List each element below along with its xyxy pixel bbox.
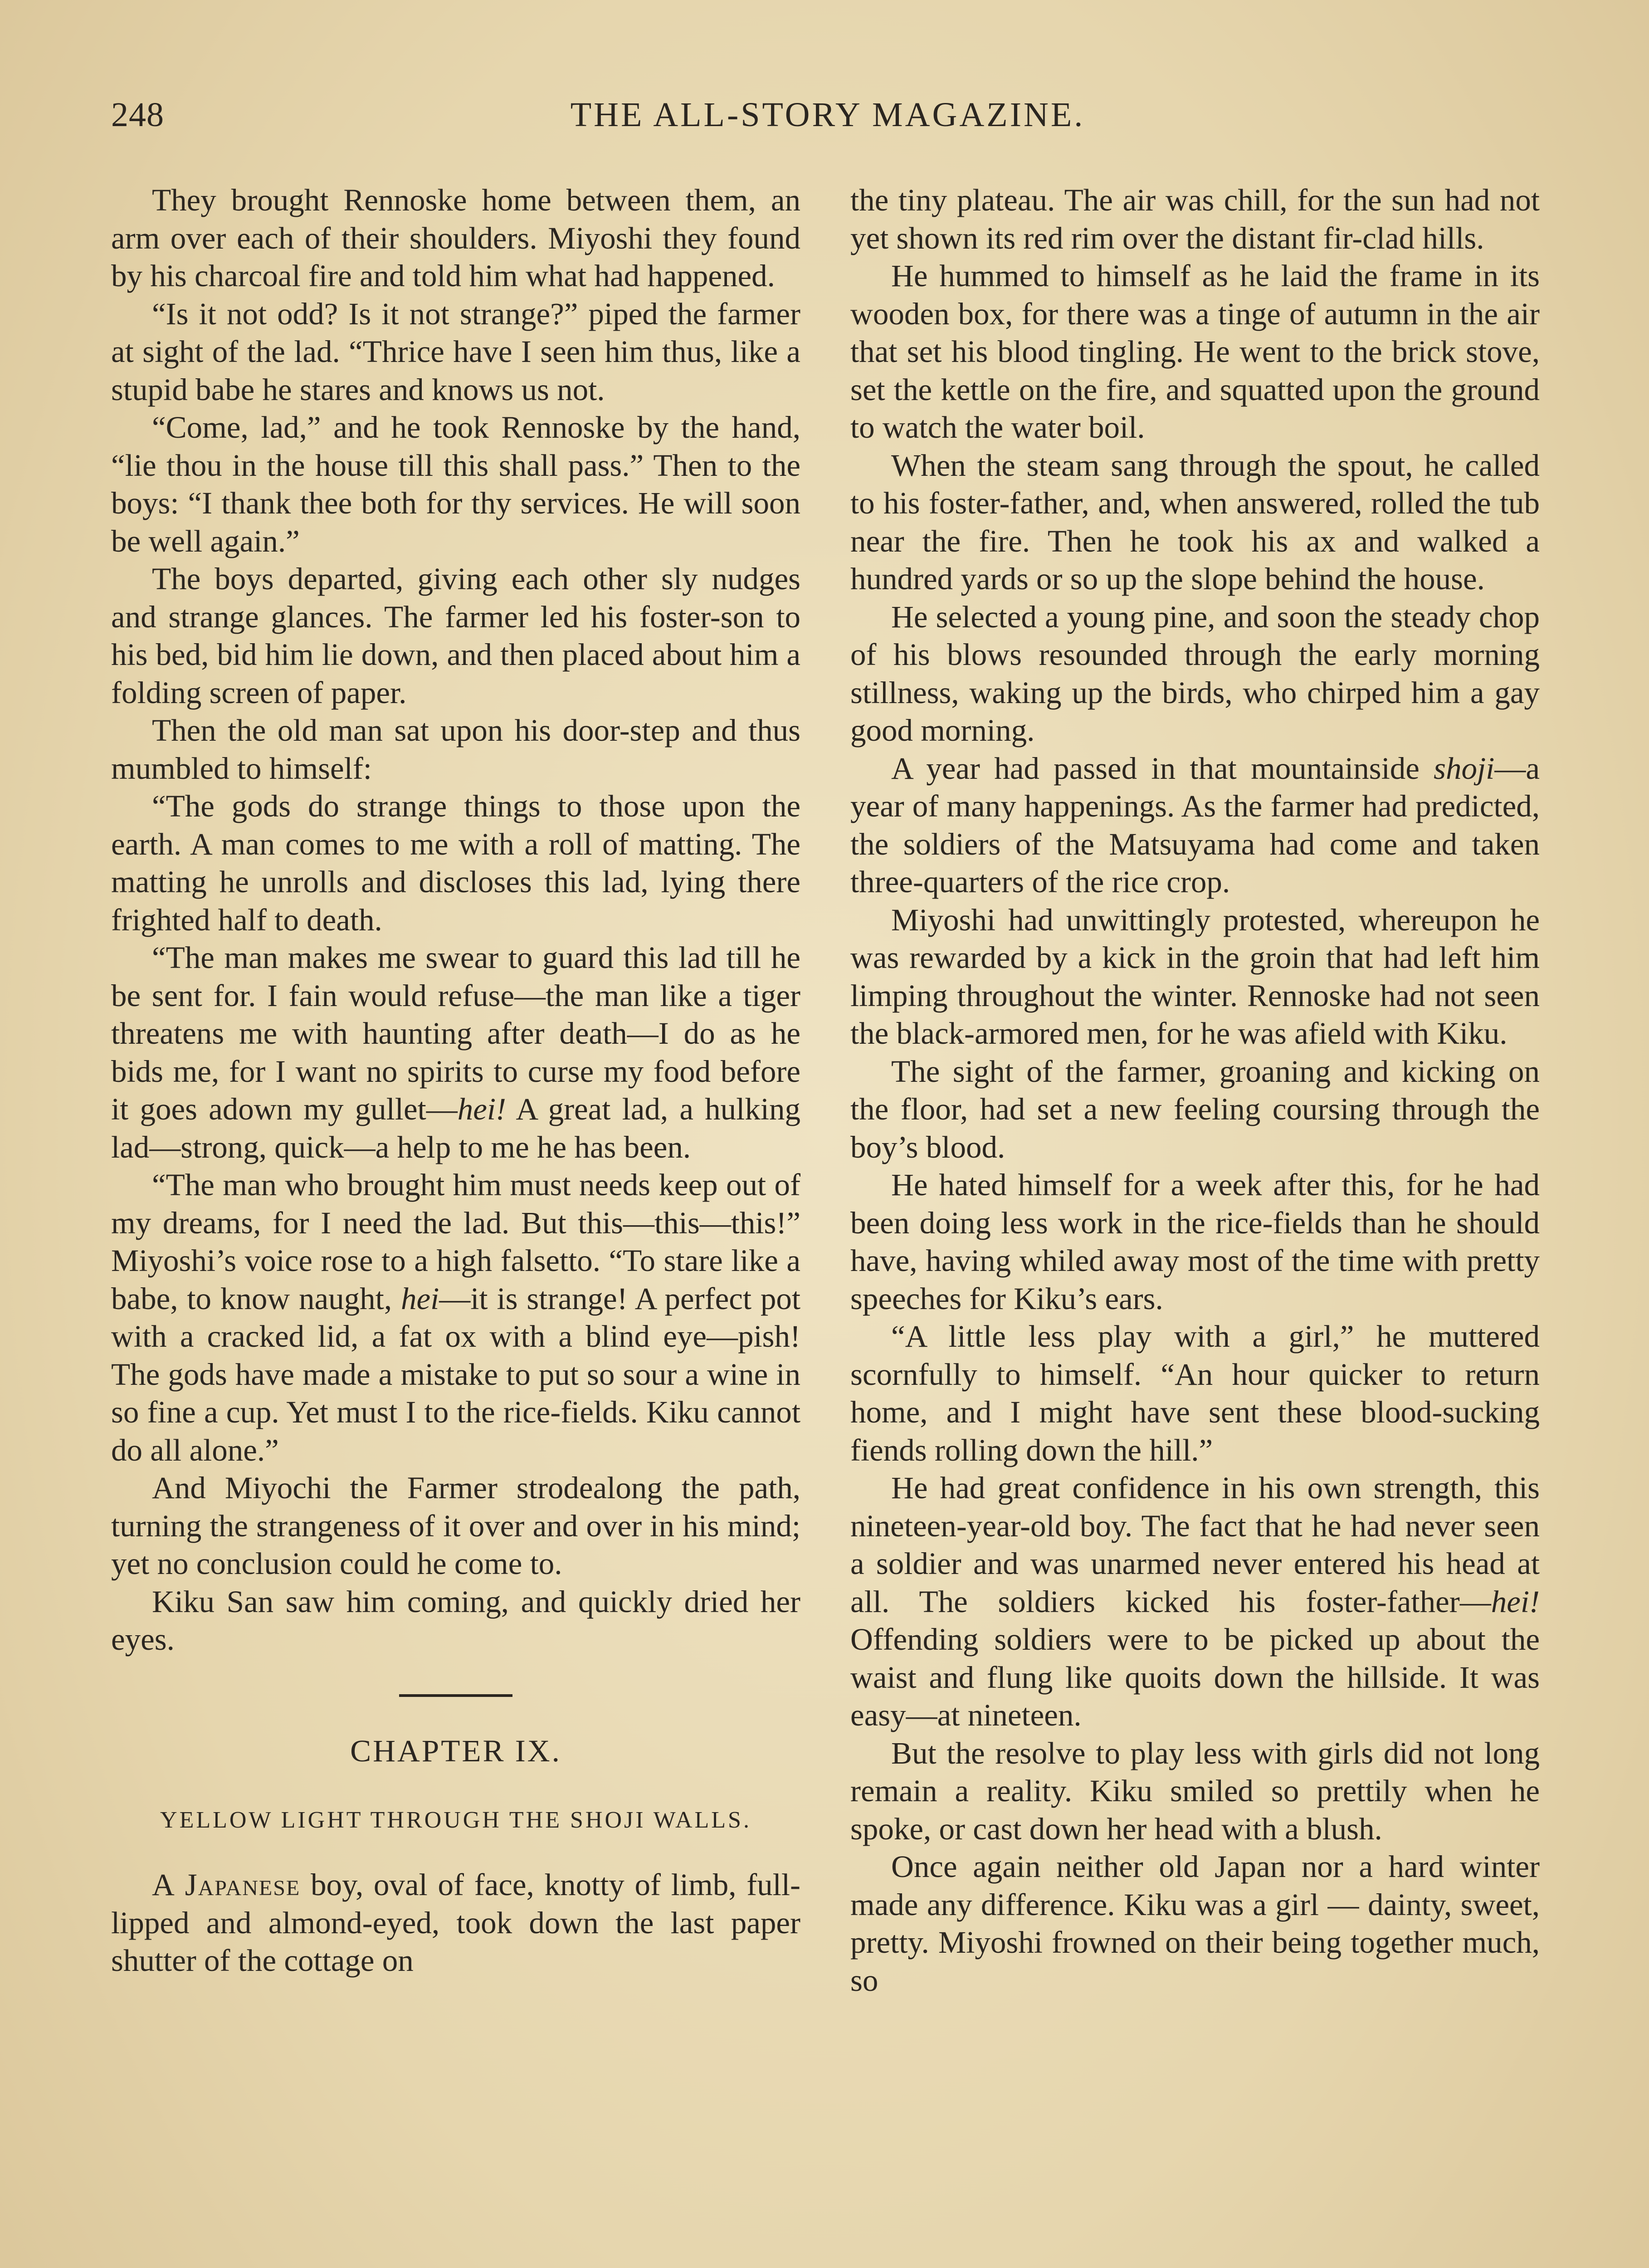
paragraph (111, 939, 800, 1166)
paragraph: The boys departed, giving each other sly nudges and strange glances. The farmer led his foster-son to his bed, bid him lie down, and then placed about him a folding screen of paper. (111, 562, 800, 710)
text-run: “The man makes me swear to guard this lad till he be sent for. I fain would refuse—the man like a tiger threatens me with haunting after death—I do as he bids me, for I want no spirits to curse my food before it goes adown my gullet— (111, 940, 800, 1126)
paragraph: “Come, lad,” and he took Rennoske by the hand, “lie thou in the house till this shall pass.” Then to the boys: “I thank thee both for thy services. He will soon be well again.” (111, 410, 800, 558)
paragraph: the tiny plateau. The air was chill, for the sun had not yet shown its red rim over the distant fir-clad hills. (850, 183, 1540, 255)
paragraph: “A little less play with a girl,” he muttered scornfully to himself. “An hour quicker to return home, and I might have sent these blood-sucking fiends rolling down the hill.” (850, 1319, 1540, 1467)
text-run: —it is strange! A perfect pot with a cracked lid, a fat ox with a blind eye—pish! The gods have made a mistake to put so sour a wine in so fine a cup. Yet must I to the rice-fields. Kiku cannot do all alone.” (111, 1281, 801, 1467)
paragraph: He hummed to himself as he laid the frame in its wooden box, for there was a tinge of autumn in the air that set his blood tingling. He went to the brick stove, set the kettle on the fire, and squatted upon the ground to watch the water boil. (850, 259, 1540, 445)
italic-word: hei! (457, 1092, 507, 1126)
lead-in-text: A Japanese (152, 1867, 301, 1902)
paragraph: But the resolve to play less with girls did not long remain a reality. Kiku smiled so prettily when he spoke, or cast down her head with a blush. (850, 1735, 1540, 1846)
italic-word: hei! (1491, 1584, 1540, 1619)
paragraph: “The gods do strange things to those upon the earth. A man comes to me with a roll of matting. The matting he unrolls and discloses this lad, lying there frighted half to death. (111, 789, 800, 937)
paragraph: When the steam sang through the spout, he called to his foster-father, and, when answered, rolled the tub near the fire. Then he took his ax and walked a hundred yards or so up the slope behind the house. (850, 448, 1540, 596)
paragraph: Miyoshi had unwittingly protested, whereupon he was rewarded by a kick in the groin that had left him limping throughout the winter. Rennoske had not seen the black-armored men, for he was afield with Kiku. (850, 902, 1540, 1051)
paragraph: They brought Rennoske home between them, an arm over each of their shoulders. Miyoshi they found by his charcoal fire and told him what had happened. (111, 183, 800, 293)
text-run: Offending soldiers were to be picked up about the waist and flung like quoits down the hillside. It was easy—at nineteen. (850, 1622, 1540, 1732)
left-column (111, 181, 800, 1980)
running-head: THE ALL-STORY MAGAZINE. (570, 96, 1085, 134)
text-run: “The man who brought him must needs keep out of my dreams, for I need the lad. But this—this—this!” Miyoshi’s voice rose to a high falsetto. “To stare like a babe, to know naught, (111, 1168, 800, 1316)
page-number: 248 (111, 96, 164, 134)
paragraph: Kiku San saw him coming, and quickly dried her eyes. (111, 1584, 800, 1657)
paragraph: He selected a young pine, and soon the steady chop of his blows resounded through the early morning stillness, waking up the birds, who chirped him a gay good morning. (850, 599, 1540, 748)
chapter-title: CHAPTER IX. (350, 1733, 561, 1768)
paragraph (850, 1469, 1540, 1735)
page-header (111, 95, 1544, 150)
italic-word: hei (400, 1281, 439, 1316)
paragraph: Once again neither old Japan nor a hard winter made any difference. Kiku was a girl — dainty, sweet, pretty. Miyoshi frowned on their being together much, so (850, 1849, 1540, 1998)
paragraph: “Is it not odd? Is it not strange?” piped the farmer at sight of the lad. “Thrice have I seen him thus, like a stupid babe he stares and knows us not. (111, 296, 800, 407)
text-run: —a year of many happenings. As the farmer had predicted, the soldiers of the Matsuyama had come and taken three-quarters of the rice crop. (850, 751, 1540, 899)
paragraph: And Miyochi the Farmer strodealong the path, turning the strangeness of it over and over in his mind; yet no conclusion could he come to. (111, 1471, 800, 1581)
text-run: A great lad, a hulking lad—strong, quick—a help to me he has been. (111, 1092, 800, 1164)
paragraph: He hated himself for a week after this, for he had been doing less work in the rice-fields than he should have, having whiled away most of the time with pretty speeches for Kiku’s ears. (850, 1168, 1540, 1316)
paragraph (111, 1166, 800, 1469)
paragraph (850, 750, 1540, 901)
text-run: A year had passed in that mountainside (891, 751, 1434, 786)
paragraph (111, 1866, 800, 1980)
text-run: boy, oval of face, knotty of limb, full-lipped and almond-eyed, took down the last paper shutter of the cottage on (111, 1867, 800, 1978)
right-column (850, 181, 1540, 1999)
text-run: He had great confidence in his own strength, this nineteen-year-old boy. The fact that he had never seen a soldier and was unarmed never entered his head at all. The soldiers kicked his foster-father— (850, 1471, 1540, 1619)
paragraph: Then the old man sat upon his door-step and thus mumbled to himself: (111, 713, 800, 786)
paragraph: The sight of the farmer, groaning and kicking on the floor, had set a new feeling coursing through the boy’s blood. (850, 1054, 1540, 1164)
chapter-subtitle: YELLOW LIGHT THROUGH THE SHOJI WALLS. (160, 1807, 751, 1833)
section-divider (399, 1694, 512, 1697)
italic-word: shoji (1434, 751, 1495, 786)
